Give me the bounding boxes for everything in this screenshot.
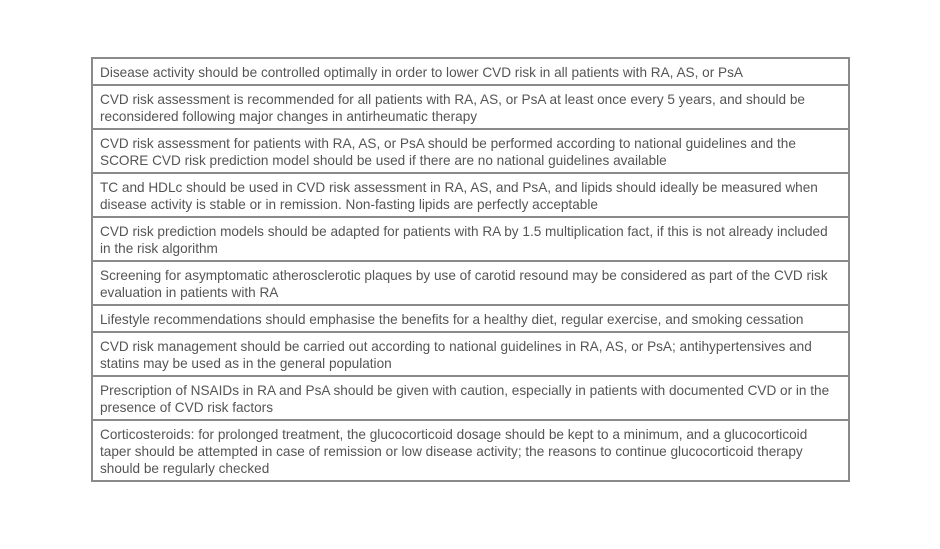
- table-cell: Lifestyle recommendations should emphasise the benefits for a healthy diet, regular exercise, and smoking cessation: [92, 305, 849, 332]
- table-row: [92, 129, 849, 173]
- table-cell: CVD risk prediction models should be adapted for patients with RA by 1.5 multiplication fact, if this is not already included in the risk algorithm: [92, 217, 849, 261]
- table-cell: CVD risk management should be carried out according to national guidelines in RA, AS, or PsA; antihypertensives and statins may be used as in the general population: [92, 332, 849, 376]
- table-row: [92, 261, 849, 305]
- table-row: [92, 217, 849, 261]
- table-cell: Prescription of NSAIDs in RA and PsA should be given with caution, especially in patients with documented CVD or in the presence of CVD risk factors: [92, 376, 849, 420]
- table-cell: Screening for asymptomatic atherosclerotic plaques by use of carotid resound may be considered as part of the CVD risk evaluation in patients with RA: [92, 261, 849, 305]
- table-row: [92, 173, 849, 217]
- table-cell: TC and HDLc should be used in CVD risk assessment in RA, AS, and PsA, and lipids should ideally be measured when disease activity is stable or in remission. Non-fasting lipids are perfectly acceptable: [92, 173, 849, 217]
- table-cell: CVD risk assessment is recommended for all patients with RA, AS, or PsA at least once every 5 years, and should be reconsidered following major changes in antirheumatic therapy: [92, 85, 849, 129]
- table-row: [92, 58, 849, 85]
- recommendations-table: [91, 57, 850, 482]
- table-cell: CVD risk assessment for patients with RA, AS, or PsA should be performed according to national guidelines and the SCORE CVD risk prediction model should be used if there are no national guidelines available: [92, 129, 849, 173]
- table-row: [92, 420, 849, 481]
- table-row: [92, 85, 849, 129]
- table-row: [92, 332, 849, 376]
- table-cell: Disease activity should be controlled optimally in order to lower CVD risk in all patients with RA, AS, or PsA: [100, 65, 743, 80]
- table-row: [92, 305, 849, 332]
- table-cell: Corticosteroids: for prolonged treatment, the glucocorticoid dosage should be kept to a minimum, and a glucocorticoid taper should be attempted in case of remission or low disease activity; the reasons to continue glucocorticoid therapy should be regularly checked: [92, 420, 849, 481]
- table-row: [92, 376, 849, 420]
